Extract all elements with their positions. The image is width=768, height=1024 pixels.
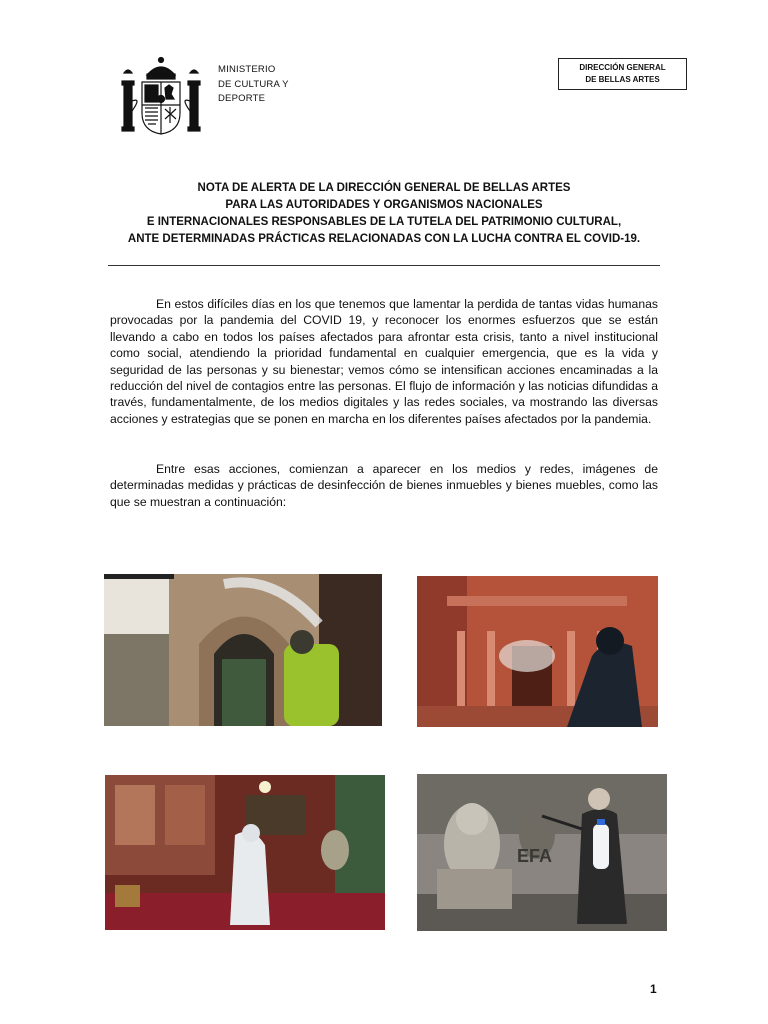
photo-petra-disinfection — [417, 576, 658, 727]
document-title — [100, 180, 668, 248]
directorate-line: DE BELLAS ARTES — [585, 75, 660, 84]
title-divider — [108, 265, 660, 266]
photo-archway-disinfection — [104, 574, 382, 726]
directorate-box — [558, 58, 687, 90]
watermark-text: EFA — [517, 846, 553, 866]
body-paragraph-1: En estos difíciles días en los que tenemos que lamentar la perdida de tantas vidas humanas provocadas por la pandemia del COVID 19, y reconocer los enormes esfuerzos que se están llevando a cabo en todos los países afectados para afrontar esta crisis, tanto a nivel institucional como social, atendiendo la prioridad fundamental en cualquier emergencia, que es la vida y seguridad de las personas y su bienestar; vemos cómo se intensifican acciones encaminadas a la reducción del nivel de contagios entre las personas. El flujo de información y las noticias difundidas a través, fundamentalmente, de los medios digitales y las redes sociales, va mostrando las diversas acciones y estrategias que se ponen en marcha en los diferentes países afectados por la pandemia. — [110, 297, 658, 426]
spanish-coat-of-arms-icon — [120, 55, 202, 139]
body-paragraph-2: Entre esas acciones, comienzan a aparecer en los medios y redes, imágenes de determinadas medidas y prácticas de desinfección de bienes inmuebles y bienes muebles, como las que se muestran a continuación: — [110, 462, 658, 509]
page-number: 1 — [650, 982, 657, 996]
title-line: PARA LAS AUTORIDADES Y ORGANISMOS NACIONALES — [225, 199, 543, 211]
title-line: E INTERNACIONALES RESPONSABLES DE LA TUTELA DEL PATRIMONIO CULTURAL, — [146, 216, 622, 228]
ministry-line: MINISTERIO — [218, 64, 276, 75]
title-line: NOTA DE ALERTA DE LA DIRECCIÓN GENERAL DE BELLAS ARTES — [197, 182, 571, 194]
title-line: ANTE DETERMINADAS PRÁCTICAS RELACIONADAS CON LA LUCHA CONTRA EL COVID-19. — [127, 233, 641, 245]
coat-of-arms-logo — [120, 55, 202, 139]
directorate-line: DIRECCIÓN GENERAL — [579, 63, 666, 72]
photo-statue-disinfection — [417, 774, 667, 931]
ministry-line: DE CULTURA Y — [218, 78, 289, 90]
ministry-line: DEPORTE — [218, 93, 266, 104]
photo-shrine-disinfection — [105, 775, 385, 930]
ministry-name — [218, 63, 289, 107]
